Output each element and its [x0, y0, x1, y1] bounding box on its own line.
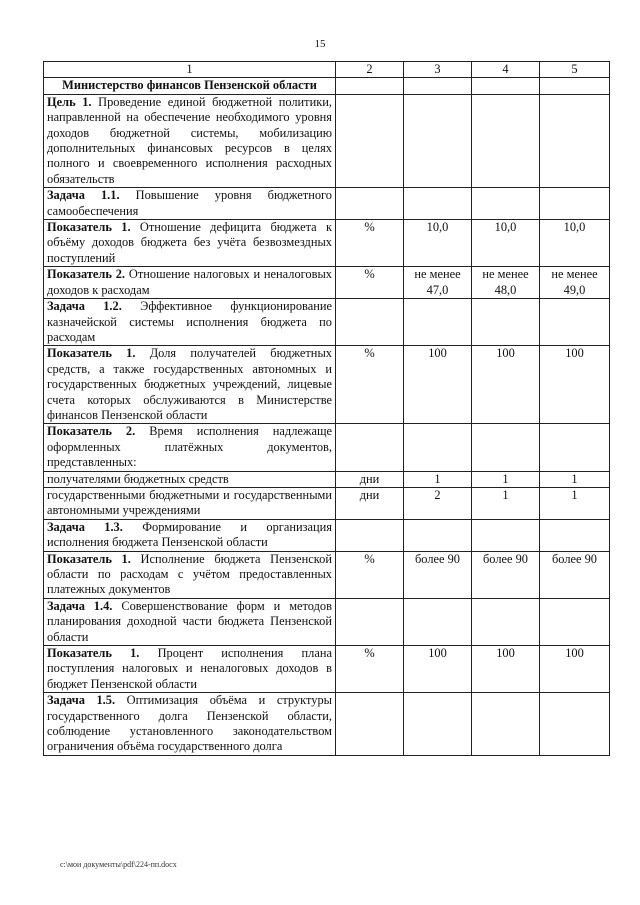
row-unit [336, 94, 404, 187]
table-row [44, 598, 610, 645]
header-col-5: 5 [540, 62, 610, 78]
row-text: государственными бюджетными и государственными автономными учреждениями [47, 487, 332, 518]
row-text: Исполнение бюджета Пензенской области по расходам с учётом предоставленных платежных документов [47, 551, 332, 597]
header-col-1: 1 [44, 62, 336, 78]
row-text: Время исполнения надлежаще оформленных платёжных документов, представленных: [47, 424, 332, 470]
row-unit: дни [336, 487, 404, 519]
page-number: 15 [314, 38, 326, 50]
row-value-col5 [540, 299, 610, 346]
row-description [44, 424, 336, 471]
row-unit: % [336, 346, 404, 424]
header-col-4: 4 [472, 62, 540, 78]
table-row [44, 188, 610, 220]
row-unit [336, 598, 404, 645]
header-row [44, 62, 610, 78]
row-description [44, 220, 336, 267]
row-value-col5: 10,0 [540, 220, 610, 267]
row-value-col5 [540, 693, 610, 756]
ministry-title-row [44, 78, 610, 94]
row-label: Цель 1. [47, 94, 92, 109]
row-text: Совершенствование форм и методов планирования доходной части бюджета Пензенской области [47, 598, 332, 644]
row-value-col4: более 90 [472, 551, 540, 598]
row-value-col3: не менее 47,0 [404, 267, 472, 299]
table-row [44, 346, 610, 424]
row-value-col4 [472, 94, 540, 187]
row-value-col4: 100 [472, 346, 540, 424]
row-unit: % [336, 646, 404, 693]
row-value-col4: не менее 48,0 [472, 267, 540, 299]
row-unit [336, 424, 404, 471]
row-text: Повышение уровня бюджетного самообеспечения [47, 188, 332, 218]
row-value-col4: 1 [472, 471, 540, 487]
row-description [44, 299, 336, 346]
row-label: Показатель 1. [47, 220, 131, 235]
row-label: Показатель 1. [47, 551, 131, 566]
row-text: Формирование и организация исполнения бюджета Пензенской области [47, 519, 332, 550]
row-text: Отношение дефицита бюджета к объёму доходов бюджета без учёта безвозмездных поступлений [47, 220, 332, 265]
row-text: Процент исполнения плана поступления налоговых и неналоговых доходов в бюджет Пензенской области [47, 646, 332, 691]
row-label: Задача 1.1. [47, 188, 120, 203]
row-value-col3 [404, 299, 472, 346]
table-row [44, 487, 610, 519]
row-text: получателями бюджетных средств [47, 471, 229, 486]
row-description [44, 519, 336, 551]
row-value-col4 [472, 424, 540, 471]
row-value-col3 [404, 598, 472, 645]
table-row [44, 551, 610, 598]
row-text: Проведение единой бюджетной политики, направленной на обеспечение необходимого уровня доходов бюджетной системы, мобилизацию дополнительных финансовых ресурсов в целях полного и своевременного исполнения расходных обязательств [47, 94, 332, 186]
row-value-col4 [472, 299, 540, 346]
row-value-col5: 1 [540, 471, 610, 487]
row-value-col4 [472, 519, 540, 551]
ministry-title: Министерство финансов Пензенской области [44, 78, 336, 94]
row-value-col3 [404, 424, 472, 471]
row-description [44, 471, 336, 487]
row-value-col3: 100 [404, 346, 472, 424]
row-value-col4 [472, 598, 540, 645]
row-value-col4 [472, 188, 540, 220]
row-unit: % [336, 220, 404, 267]
row-value-col5: 100 [540, 646, 610, 693]
row-label: Показатель 2. [47, 267, 126, 282]
row-value-col3 [404, 94, 472, 187]
row-value-col3: 1 [404, 471, 472, 487]
row-value-col5: более 90 [540, 551, 610, 598]
row-label: Показатель 1. [47, 646, 140, 661]
table-row [44, 94, 610, 187]
table-row [44, 471, 610, 487]
row-unit [336, 299, 404, 346]
table-row [44, 646, 610, 693]
row-unit: % [336, 267, 404, 299]
row-value-col4: 1 [472, 487, 540, 519]
row-description [44, 94, 336, 187]
row-value-col3 [404, 693, 472, 756]
row-value-col3 [404, 519, 472, 551]
table-row [44, 693, 610, 756]
table-row [44, 220, 610, 267]
row-unit [336, 519, 404, 551]
row-value-col5 [540, 519, 610, 551]
row-value-col5 [540, 94, 610, 187]
header-col-2: 2 [336, 62, 404, 78]
row-description [44, 188, 336, 220]
row-value-col5: 1 [540, 487, 610, 519]
row-value-col5 [540, 424, 610, 471]
row-value-col5 [540, 188, 610, 220]
table-row [44, 267, 610, 299]
row-value-col3: 100 [404, 646, 472, 693]
row-value-col5: 100 [540, 346, 610, 424]
row-label: Задача 1.4. [47, 598, 113, 613]
row-description [44, 267, 336, 299]
row-value-col3 [404, 188, 472, 220]
row-text: Оптимизация объёма и структуры государственного долга Пензенской области, соблюдение установленного законодательством ограничения объёма государственного долга [47, 693, 332, 754]
row-value-col3: 10,0 [404, 220, 472, 267]
row-unit [336, 188, 404, 220]
table-row [44, 299, 610, 346]
table-row [44, 424, 610, 471]
row-label: Показатель 2. [47, 424, 136, 439]
row-unit: % [336, 551, 404, 598]
row-description [44, 646, 336, 693]
row-description [44, 693, 336, 756]
row-value-col4 [472, 693, 540, 756]
footer-file-path: c:\мои документы\pdf\224-пп.docx [60, 860, 177, 869]
row-value-col4: 100 [472, 646, 540, 693]
indicators-table [43, 61, 610, 756]
row-text: Эффективное функционирование казначейской системы исполнения бюджета по расходам [47, 299, 332, 344]
row-label: Задача 1.3. [47, 519, 123, 534]
row-value-col5 [540, 598, 610, 645]
row-label: Задача 1.2. [47, 299, 122, 314]
header-col-3: 3 [404, 62, 472, 78]
row-unit [336, 693, 404, 756]
row-value-col5: не менее 49,0 [540, 267, 610, 299]
row-unit: дни [336, 471, 404, 487]
row-value-col3: 2 [404, 487, 472, 519]
row-description [44, 598, 336, 645]
row-label: Показатель 1. [47, 346, 136, 361]
row-text: Доля получателей бюджетных средств, а также государственных автономных и государственных бюджетных учреждений, лицевые счета которых обслуживаются в Министерстве финансов Пензенской области [47, 346, 332, 422]
row-value-col3: более 90 [404, 551, 472, 598]
row-description [44, 346, 336, 424]
row-description [44, 551, 336, 598]
row-value-col4: 10,0 [472, 220, 540, 267]
row-text: Отношение налоговых и неналоговых доходов к расходам [47, 267, 332, 297]
row-description [44, 487, 336, 519]
table-row [44, 519, 610, 551]
row-label: Задача 1.5. [47, 693, 116, 708]
